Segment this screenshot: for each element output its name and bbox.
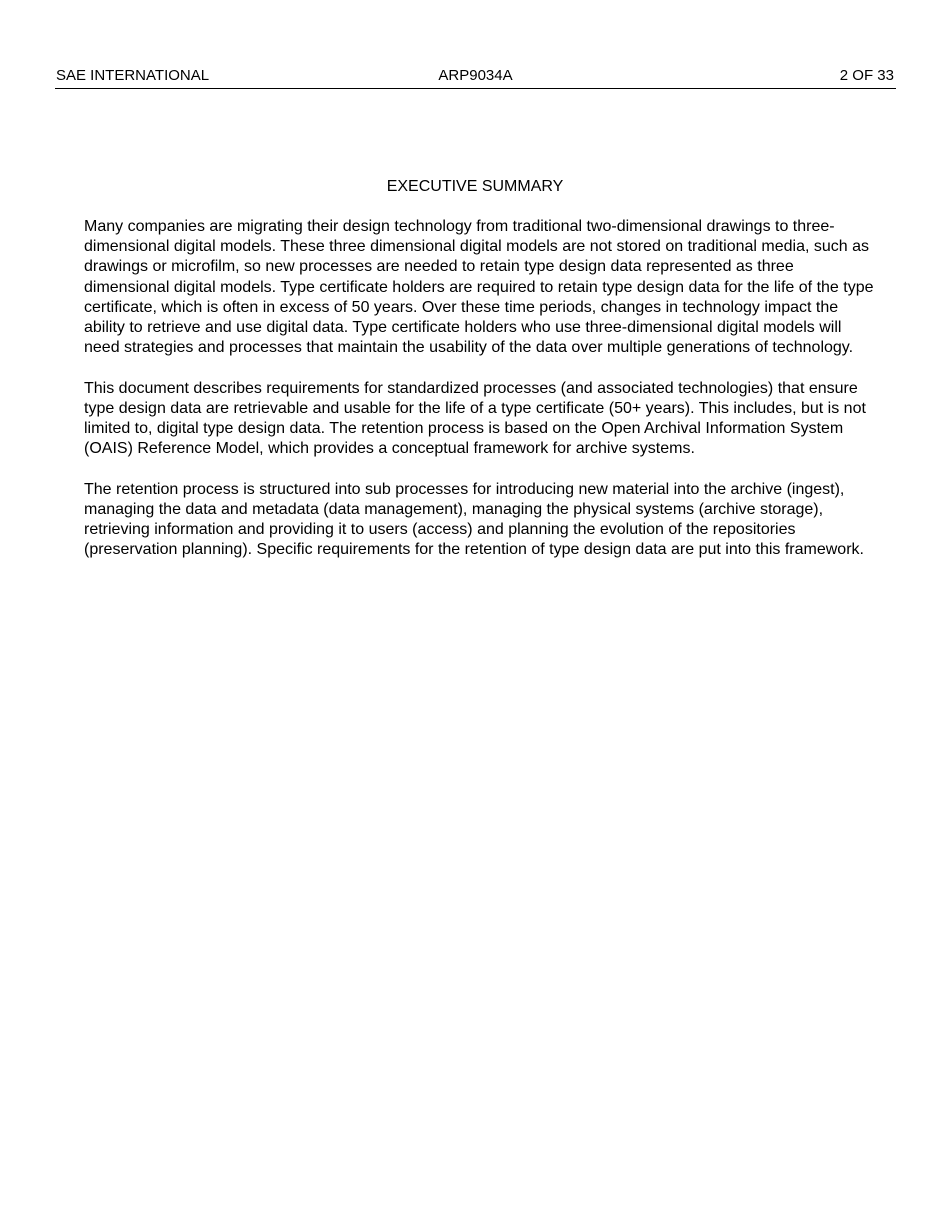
- header-document-number: ARP9034A: [438, 67, 513, 84]
- section-title: EXECUTIVE SUMMARY: [386, 178, 564, 195]
- paragraph-3: The retention process is structured into sub processes for introducing new material into the archive (ingest), managing the data and metadata (data management), managing the physical systems (archive storage), retrieving information and providing it to users (access) and planning the evolution of the repositories (preservation planning). Specific requirements for the retention of type design data are put into this framework.: [84, 480, 864, 559]
- paragraph-2: This document describes requirements for standardized processes (and associated technologies) that ensure type design data are retrievable and usable for the life of a type certificate (50+ years). This includes, but is not limited to, digital type design data. The retention process is based on the Open Archival Information System (OAIS) Reference Model, which provides a conceptual framework for archive systems.: [84, 379, 866, 458]
- section-body: [84, 217, 874, 581]
- page-header: [55, 66, 896, 89]
- paragraph-1: Many companies are migrating their design technology from traditional two-dimensional drawings to three-dimensional digital models. These three dimensional digital models are not stored on traditional media, such as drawings or microfilm, so new processes are needed to retain type design data represented as three dimensional digital models. Type certificate holders are required to retain type design data for the life of the type certificate, which is often in excess of 50 years. Over these time periods, changes in technology impact the ability to retrieve and use digital data. Type certificate holders who use three-dimensional digital models will need strategies and processes that maintain the usability of the data over multiple generations of technology.: [84, 218, 874, 357]
- header-page-number: 2 OF 33: [839, 67, 894, 84]
- header-organization: SAE INTERNATIONAL: [56, 67, 210, 84]
